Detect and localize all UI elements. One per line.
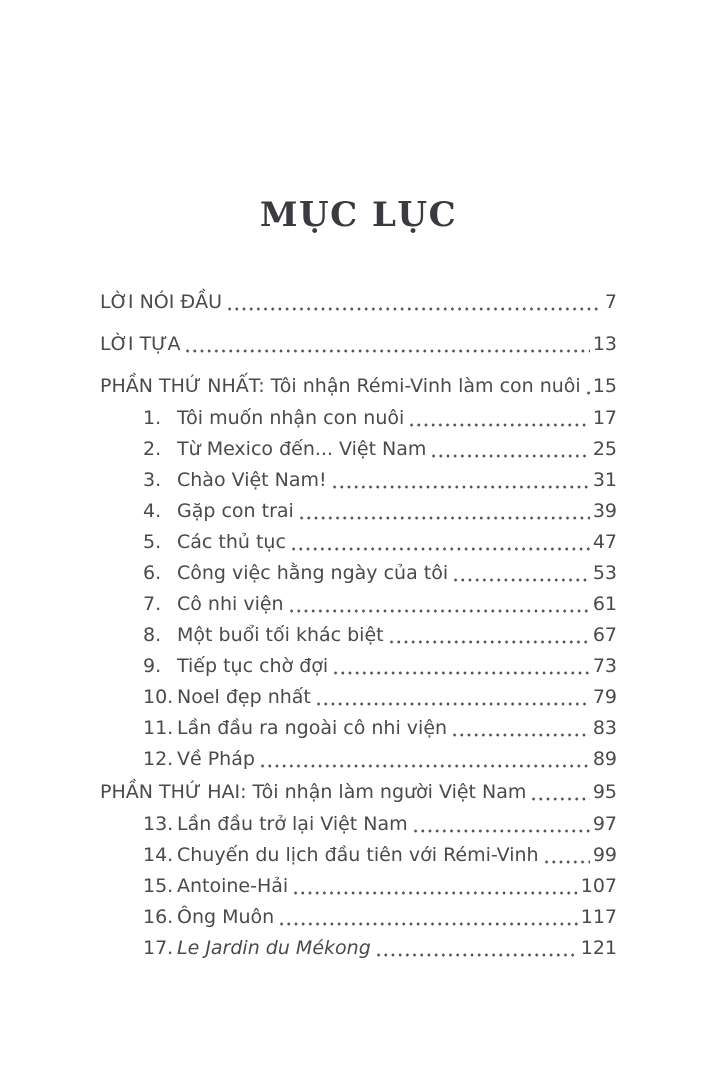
toc-page-number: 47 xyxy=(592,531,617,554)
toc-page-number: 39 xyxy=(592,500,617,523)
chapter-number: 11. xyxy=(143,717,174,740)
dot-leader xyxy=(292,873,578,899)
toc-row-entry xyxy=(100,331,617,357)
chapter-number: 8. xyxy=(143,624,162,647)
toc-page-number: 107 xyxy=(580,875,617,898)
toc-row-chapter xyxy=(100,842,617,868)
toc-entry-label: Tôi muốn nhận con nuôi xyxy=(177,407,405,430)
toc-entry-label: PHẦN THỨ NHẤT: Tôi nhận Rémi-Vinh làm con nuôi xyxy=(100,375,581,398)
chapter-number: 7. xyxy=(143,593,162,616)
toc-entry-label: Tiếp tục chờ đợi xyxy=(177,655,329,678)
toc-entry-label: Ông Muôn xyxy=(177,906,275,929)
chapter-number: 1. xyxy=(143,407,162,430)
toc-row-chapter xyxy=(100,653,617,679)
toc-entry-label: Gặp con trai xyxy=(177,500,294,523)
chapter-number: 14. xyxy=(143,844,174,867)
toc-entry-label: Về Pháp xyxy=(177,748,255,771)
toc-row-chapter xyxy=(100,529,617,555)
page-title: MỤC LỤC xyxy=(259,195,458,235)
toc-entry-label: Noel đẹp nhất xyxy=(177,686,311,709)
toc-page-number: 79 xyxy=(592,686,617,709)
chapter-number: 17. xyxy=(143,937,174,960)
toc-row-chapter xyxy=(100,467,617,493)
toc-row-chapter xyxy=(100,935,617,961)
chapter-number: 4. xyxy=(143,500,162,523)
toc-entry-label: Một buổi tối khác biệt xyxy=(177,624,384,647)
toc-entry-label: Lần đầu ra ngoài cô nhi viện xyxy=(177,717,448,740)
toc-row-chapter xyxy=(100,684,617,710)
toc-row-section xyxy=(100,779,617,805)
toc-row-chapter xyxy=(100,436,617,462)
toc-entry-label: LỜI TỰA xyxy=(100,333,181,356)
toc-row-chapter xyxy=(100,746,617,772)
dot-leader xyxy=(278,904,578,930)
dot-leader xyxy=(408,405,590,431)
dot-leader xyxy=(331,467,590,493)
dot-leader xyxy=(530,779,589,805)
toc-row-chapter xyxy=(100,591,617,617)
toc-row-chapter xyxy=(100,811,617,837)
toc-page-number: 99 xyxy=(592,844,617,867)
toc-row-chapter xyxy=(100,715,617,741)
toc-page-number: 121 xyxy=(580,937,617,960)
toc-entry-label: LỜI NÓI ĐẦU xyxy=(100,291,223,314)
chapter-number: 2. xyxy=(143,438,162,461)
dot-leader xyxy=(430,436,589,462)
dot-leader xyxy=(259,746,590,772)
toc-page-number: 61 xyxy=(592,593,617,616)
toc-page-number: 13 xyxy=(592,333,617,356)
toc-entry-label: Cô nhi viện xyxy=(177,593,284,616)
toc-row-chapter xyxy=(100,560,617,586)
chapter-number: 3. xyxy=(143,469,162,492)
toc-entry-label: Công việc hằng ngày của tôi xyxy=(177,562,449,585)
chapter-number: 10. xyxy=(143,686,174,709)
toc-entry-label: Antoine-Hải xyxy=(177,875,289,898)
toc-page-number: 83 xyxy=(592,717,617,740)
dot-leader xyxy=(298,498,590,524)
dot-leader xyxy=(375,935,578,961)
toc-page-number: 67 xyxy=(592,624,617,647)
toc-row-chapter xyxy=(100,498,617,524)
toc-page-number: 25 xyxy=(592,438,617,461)
dot-leader xyxy=(452,560,590,586)
toc-page-number: 97 xyxy=(592,813,617,836)
toc-row-section xyxy=(100,373,617,399)
chapter-number: 15. xyxy=(143,875,174,898)
dot-leader xyxy=(388,622,590,648)
toc-page-number: 15 xyxy=(592,375,617,398)
toc-page-number: 53 xyxy=(592,562,617,585)
toc-page-number: 31 xyxy=(592,469,617,492)
dot-leader xyxy=(585,373,590,399)
toc-entry-label: Lần đầu trở lại Việt Nam xyxy=(177,813,408,836)
toc-entry-label: PHẦN THỨ HAI: Tôi nhận làm người Việt Nam xyxy=(100,781,527,804)
toc-page-number: 117 xyxy=(580,906,617,929)
toc-row-chapter xyxy=(100,873,617,899)
chapter-number: 6. xyxy=(143,562,162,585)
chapter-number: 16. xyxy=(143,906,174,929)
toc-page-number: 95 xyxy=(592,781,617,804)
toc-entry-label: Chào Việt Nam! xyxy=(177,469,327,492)
dot-leader xyxy=(184,331,589,357)
chapter-number: 5. xyxy=(143,531,162,554)
dot-leader xyxy=(543,842,590,868)
toc-row-chapter xyxy=(100,904,617,930)
dot-leader xyxy=(451,715,590,741)
toc-entry-label: Chuyến du lịch đầu tiên với Rémi-Vinh xyxy=(177,844,539,867)
toc-row-chapter xyxy=(100,405,617,431)
chapter-number: 9. xyxy=(143,655,162,678)
dot-leader xyxy=(288,591,590,617)
toc-row-entry xyxy=(100,289,617,315)
toc-entry-label: Le Jardin du Mékong xyxy=(177,937,371,960)
toc-entry-label: Các thủ tục xyxy=(177,531,286,554)
dot-leader xyxy=(315,684,590,710)
toc-page-number: 7 xyxy=(604,291,617,314)
dot-leader xyxy=(226,289,602,315)
dot-leader xyxy=(412,811,590,837)
chapter-number: 12. xyxy=(143,748,174,771)
toc-page-number: 17 xyxy=(592,407,617,430)
table-of-contents xyxy=(100,289,617,961)
toc-page-number: 89 xyxy=(592,748,617,771)
dot-leader xyxy=(332,653,590,679)
toc-page-number: 73 xyxy=(592,655,617,678)
chapter-number: 13. xyxy=(143,813,174,836)
dot-leader xyxy=(290,529,590,555)
toc-row-chapter xyxy=(100,622,617,648)
toc-entry-label: Từ Mexico đến... Việt Nam xyxy=(177,438,427,461)
